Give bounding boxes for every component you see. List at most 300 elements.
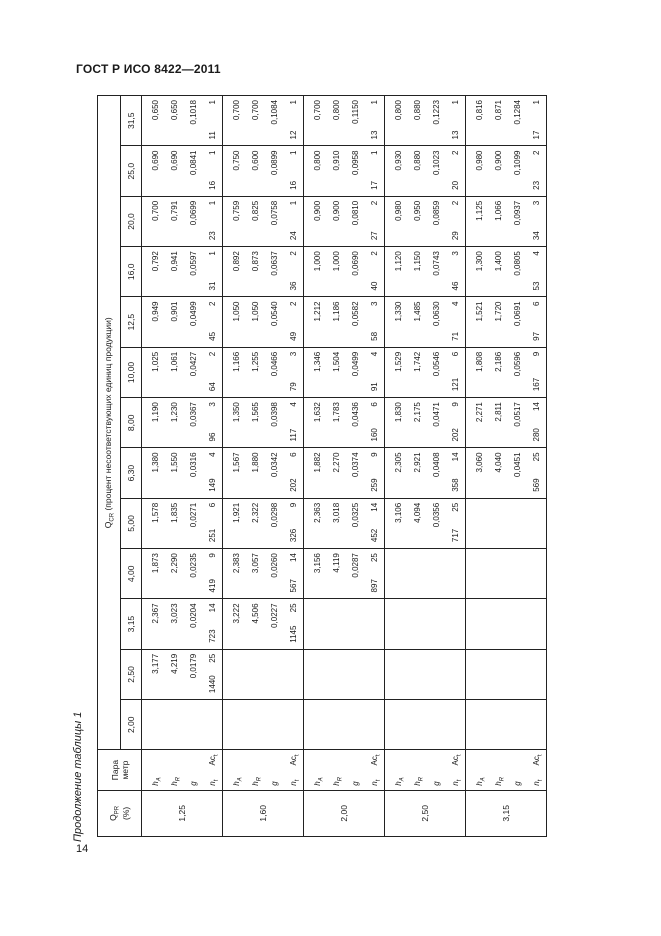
value-ha: 0,759 [232,200,241,221]
value-hr: 2,175 [413,402,422,423]
value-hr: 0,690 [170,150,179,171]
value-cell [385,498,466,548]
value-hr: 1,255 [251,351,260,372]
table-body [142,96,547,837]
value-ac: 2 [532,150,541,155]
param-labels [385,750,466,790]
param-symbol: h [170,781,179,786]
qcr-column-header: 31,5 [121,96,142,147]
value-n: 259 [370,478,379,492]
qpr-subscript: PR [114,805,121,815]
param-subscript: R [256,776,263,782]
value-g: 0,0436 [351,402,360,427]
value-hr: 2,811 [494,402,503,422]
value-ha: 3,222 [232,603,241,624]
value-g: 0,0637 [270,251,279,276]
value-ac: 25 [289,603,298,613]
value-n: 97 [532,331,541,341]
value-ac: 9 [289,502,298,508]
value-ac: 6 [208,502,217,508]
param-subscript: A [156,777,163,782]
param-symbol: g [189,781,198,786]
value-ac: 2 [289,301,298,306]
value-g: 0,0691 [513,301,522,326]
value-ac: 1 [370,100,379,105]
value-n-ac [203,348,222,397]
value-n: 16 [289,180,298,190]
value-hr: 0,900 [494,150,503,171]
value-hr: 1,150 [413,251,422,272]
value-n-ac [284,499,303,548]
value-n: 31 [208,281,217,291]
table-row [223,96,304,837]
value-ha: 3,156 [313,553,322,574]
value-hr: 3,057 [251,553,260,574]
value-ha: 1,882 [313,452,322,473]
value-cell [304,448,385,498]
value-n-ac [527,197,546,246]
value-ac: 3 [289,351,298,357]
param-subscript: R [418,776,425,782]
value-n-ac [203,398,222,447]
param-label [508,750,527,789]
value-n-ac [203,147,222,196]
param-subscript: t [213,779,220,782]
value-ha: 3,177 [151,653,160,674]
param-label [408,750,427,789]
acceptance-symbol: Ac [451,756,460,766]
param-symbol: h [413,781,422,786]
qpr-symbol: Q [108,814,119,821]
acceptance-symbol: Ac [208,756,217,766]
value-n: 53 [532,281,541,291]
value-cell [385,297,466,347]
value-cell [142,398,223,448]
param-symbol: h [332,781,341,786]
value-cell [304,96,385,147]
value-ac: 3 [532,200,541,206]
acceptance-subscript: t [456,754,463,757]
value-cell [385,347,466,397]
param-labels [466,750,547,790]
value-ac: 2 [370,251,379,256]
value-hr: 1,186 [332,301,341,322]
value-ha: 1,529 [394,351,403,372]
value-ha: 0,816 [475,100,484,121]
param-subscript: t [456,779,463,782]
value-ac: 3 [208,402,217,407]
value-n: 46 [451,281,460,291]
qcr-symbol: Q [102,521,113,529]
value-ha: 0,900 [313,200,322,221]
value-ha: 1,632 [313,402,322,423]
value-n-ac [365,147,384,196]
param-label [227,750,246,789]
value-cell [466,347,547,397]
page-number: 14 [76,843,89,855]
qpr-value: 3,15 [466,790,547,836]
value-ha: 0,930 [394,150,403,171]
value-g: 0,0690 [351,251,360,276]
value-hr: 4,119 [332,553,341,573]
value-ac: 3 [370,301,379,306]
value-ha: 1,120 [394,251,403,272]
value-g: 0,0451 [513,452,522,477]
qcr-column-header: 2,00 [121,700,142,750]
value-n-ac [365,398,384,447]
value-ha: 1,330 [394,301,403,322]
value-n: 29 [451,231,460,241]
value-ha: 0,892 [232,251,241,272]
empty-cell [385,649,466,699]
value-hr: 2,186 [494,351,503,372]
value-g: 0,0597 [189,251,198,276]
qpr-value: 1,60 [223,790,304,836]
value-g: 0,0841 [189,150,198,175]
value-ac: 1 [208,150,217,155]
value-n: 251 [208,528,217,543]
value-ha: 1,346 [313,351,322,372]
empty-cell [385,700,466,750]
value-cell [466,96,547,147]
value-ha: 1,567 [232,452,241,473]
value-hr: 0,873 [251,251,260,272]
qcr-column-header: 20,0 [121,196,142,246]
value-ac: 9 [451,402,460,407]
qcr-column-header: 5,00 [121,498,142,548]
param-label [308,750,327,789]
value-n: 23 [532,180,541,190]
acceptance-label [527,754,551,765]
param-symbol: h [251,781,260,786]
param-label [527,750,546,789]
value-n: 13 [451,130,460,140]
acceptance-label [284,754,308,765]
value-ha: 1,873 [151,553,160,574]
value-n: 91 [370,382,379,392]
value-ac: 2 [451,200,460,206]
value-hr: 4,094 [413,502,422,523]
value-g: 0,0630 [432,301,441,326]
value-hr: 1,230 [170,402,179,423]
value-ha: 0,792 [151,251,160,272]
acceptance-subscript: t [375,754,382,757]
value-ac: 3 [451,251,460,256]
value-n-ac [527,147,546,196]
value-g: 0,0937 [513,200,522,226]
value-cell [223,146,304,196]
qcr-column-header: 16,0 [121,247,142,297]
value-g: 0,0596 [513,351,522,377]
empty-cell [304,700,385,750]
value-cell [385,398,466,448]
value-n-ac [284,197,303,246]
value-hr: 1,783 [332,402,341,423]
qcr-column-header: 12,5 [121,297,142,347]
value-g: 0,0546 [432,351,441,377]
value-n-ac [284,297,303,346]
value-g: 0,0899 [270,150,279,175]
value-cell [142,347,223,397]
value-n: 160 [370,428,379,442]
table-caption: Продолжение таблицы 1 [72,711,84,842]
value-g: 0,0287 [351,553,360,578]
qcr-subscript: CR [109,512,116,522]
value-ac: 1 [532,100,541,105]
table-row [304,96,385,837]
value-ac: 9 [532,351,541,357]
value-ha: 0,700 [313,100,322,121]
value-g: 0,0859 [432,200,441,226]
param-labels [142,750,223,790]
qcr-description: (процент несоответствующих единиц продукции) [102,317,113,511]
param-label [184,750,203,789]
value-ac: 25 [208,653,217,663]
sampling-plan-table [97,95,547,837]
value-n-ac [446,499,465,548]
value-n: 17 [532,130,541,140]
value-n-ac [284,398,303,447]
value-n: 23 [208,231,217,241]
value-hr: 2,270 [332,452,341,473]
value-n: 71 [451,331,460,341]
qcr-column-headers [121,96,142,837]
value-n: 24 [289,231,298,241]
value-n: 27 [370,231,379,241]
value-hr: 0,910 [332,150,341,171]
param-label [165,750,184,789]
value-g: 0,0260 [270,553,279,578]
value-ac: 1 [208,100,217,105]
param-label [265,750,284,789]
value-ac: 1 [289,100,298,105]
value-n-ac [203,650,222,699]
param-symbol: n [451,781,460,786]
value-n: 326 [289,528,298,543]
value-g: 0,0298 [270,502,279,528]
value-cell [385,146,466,196]
value-ha: 1,190 [151,402,160,423]
value-hr: 0,800 [332,100,341,121]
qcr-header [98,96,121,750]
qpr-unit: (%) [120,806,131,820]
value-ha: 1,166 [232,351,241,372]
sampling-plan-table-wrapper [97,95,544,837]
acceptance-symbol: Ac [370,756,379,766]
qcr-column-header: 4,00 [121,549,142,599]
value-ac: 4 [532,251,541,256]
value-cell [223,398,304,448]
value-g: 0,1150 [351,100,360,124]
acceptance-symbol: Ac [532,756,541,766]
value-ha: 0,800 [313,150,322,171]
param-symbol: h [494,781,503,786]
param-symbol: n [532,781,541,786]
param-symbol: h [394,781,403,786]
value-n: 79 [289,382,298,392]
value-ac: 9 [370,452,379,457]
acceptance-label [446,754,470,765]
value-g: 0,0398 [270,402,279,427]
param-symbol: n [370,781,379,786]
value-ha: 1,380 [151,452,160,473]
value-n-ac [446,247,465,296]
value-cell [385,96,466,147]
acceptance-subscript: t [294,754,301,757]
value-hr: 1,000 [332,251,341,272]
value-ha: 1,000 [313,251,322,272]
value-n-ac [527,247,546,296]
value-hr: 1,880 [251,452,260,473]
qpr-value: 2,50 [385,790,466,836]
param-symbol: n [289,781,298,786]
value-n: 58 [370,331,379,341]
empty-cell [223,649,304,699]
param-subscript: A [237,777,244,782]
value-cell [223,498,304,548]
value-cell [304,146,385,196]
value-g: 0,1223 [432,100,441,125]
value-n: 12 [289,130,298,140]
acceptance-symbol: Ac [289,756,298,766]
qcr-column-header: 10,00 [121,347,142,397]
value-g: 0,0356 [432,502,441,528]
value-ac: 6 [370,402,379,407]
value-g: 0,0227 [270,603,279,628]
value-n-ac [284,348,303,397]
value-cell [304,398,385,448]
param-label [489,750,508,789]
value-ha: 0,949 [151,301,160,322]
qcr-column-header: 25,0 [121,146,142,196]
value-n: 20 [451,180,460,190]
value-cell [304,498,385,548]
value-g: 0,0517 [513,402,522,427]
value-ac: 1 [208,251,217,256]
value-n: 167 [532,377,541,392]
value-cell [466,146,547,196]
value-hr: 4,219 [170,653,179,674]
param-label [346,750,365,789]
value-n-ac [446,297,465,346]
value-hr: 1,742 [413,351,422,372]
param-subscript: R [337,776,344,782]
value-ac: 2 [208,351,217,357]
value-ha: 3,060 [475,452,484,473]
value-n-ac [284,147,303,196]
value-ha: 2,383 [232,553,241,574]
value-g: 0,0743 [432,251,441,276]
value-ac: 14 [289,553,298,563]
acceptance-label [203,754,227,765]
value-n: 358 [451,478,460,492]
value-g: 0,0179 [189,653,198,679]
value-g: 0,1084 [270,100,279,125]
value-g: 0,0374 [351,452,360,477]
value-ac: 1 [289,200,298,206]
value-cell [142,549,223,599]
value-cell [385,448,466,498]
value-g: 0,0958 [351,150,360,175]
value-n-ac [284,448,303,497]
value-g: 0,1023 [432,150,441,175]
value-ac: 25 [532,452,541,462]
value-ac: 1 [289,150,298,155]
value-hr: 3,023 [170,603,179,624]
qcr-column-header: 2,50 [121,649,142,699]
value-n: 717 [451,528,460,543]
value-n-ac [446,398,465,447]
table-row [142,96,223,837]
value-ha: 0,690 [151,150,160,171]
value-hr: 2,290 [170,553,179,574]
value-hr: 0,950 [413,200,422,221]
document-header: ГОСТ Р ИСО 8422—2011 [76,62,221,76]
value-hr: 0,900 [332,200,341,221]
value-cell [466,398,547,448]
value-n: 117 [289,428,298,442]
value-hr: 1,720 [494,301,503,322]
value-ac: 4 [289,402,298,407]
value-ac: 2 [289,251,298,256]
empty-cell [385,549,466,599]
value-ha: 1,025 [151,351,160,372]
value-n-ac [446,197,465,246]
value-n-ac [365,297,384,346]
value-ac: 25 [451,502,460,512]
value-hr: 2,921 [413,452,422,473]
value-ac: 9 [208,553,217,558]
value-hr: 0,825 [251,200,260,221]
value-n-ac [527,297,546,346]
value-g: 0,0367 [189,402,198,427]
value-ha: 0,700 [232,100,241,121]
value-g: 0,0758 [270,200,279,226]
value-cell [466,196,547,246]
value-n: 64 [208,382,217,392]
empty-cell [466,700,547,750]
value-n: 121 [451,377,460,392]
value-cell [142,247,223,297]
acceptance-subscript: t [537,754,544,757]
value-hr: 1,061 [170,351,179,372]
param-label [389,750,408,789]
empty-cell [466,549,547,599]
value-cell [142,297,223,347]
value-ha: 0,700 [151,200,160,221]
empty-cell [142,700,223,750]
value-cell [385,196,466,246]
value-hr: 1,485 [413,301,422,322]
value-n-ac [365,348,384,397]
value-g: 0,0466 [270,351,279,377]
param-symbol: h [475,781,484,786]
value-n: 569 [532,478,541,492]
param-header: Пара метр [98,750,142,790]
value-ac: 2 [451,150,460,155]
value-cell [223,448,304,498]
qpr-header [98,790,142,836]
param-labels [304,750,385,790]
value-n: 452 [370,528,379,543]
value-ac: 1 [451,100,460,105]
value-ha: 0,750 [232,150,241,171]
value-g: 0,0235 [189,553,198,578]
param-subscript: A [480,777,487,782]
value-hr: 1,050 [251,301,260,322]
value-g: 0,0699 [189,200,198,226]
value-hr: 1,504 [332,351,341,372]
